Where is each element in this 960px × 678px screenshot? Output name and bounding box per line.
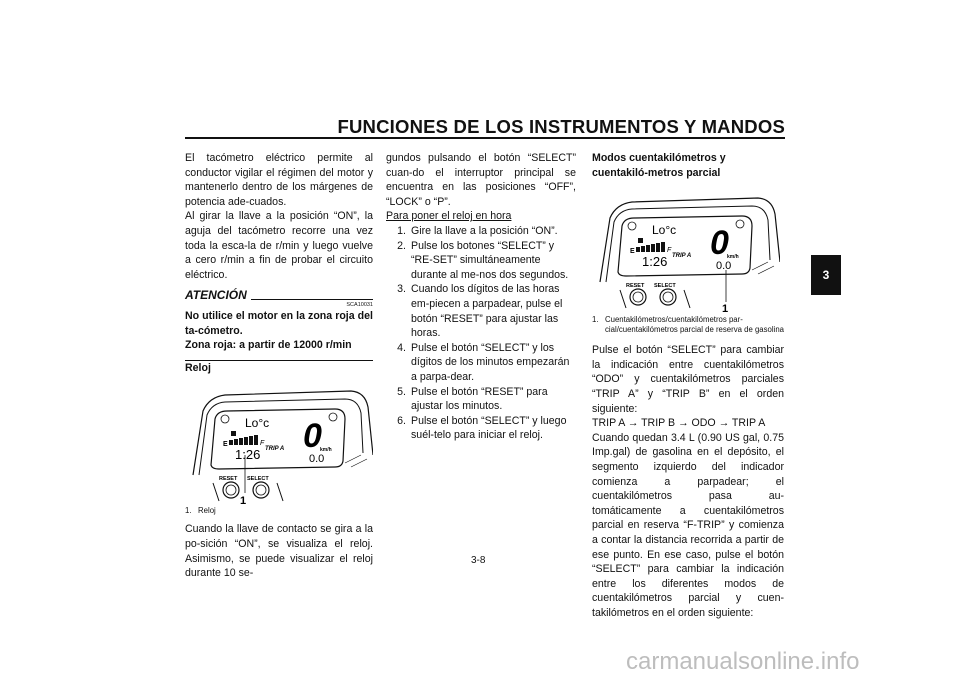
clock-time: 1:26: [235, 447, 261, 463]
kmh-label: km/h: [320, 447, 332, 454]
odometer-paragraph-2: Cuando quedan 3.4 L (0.90 US gal, 0.75 Imp.gal) de gasolina en el depósito, el segmento izquierdo del indicador comienza a parpadear; el cuentakilómetros pasa au-tomáticamente a cuentakilómetros parcial en reserva “F-TRIP” y comienza a contar la distancia recorrida a partir de ese punto. En ese caso, pulse el botón “SELECT” para cambiar la indicación entre los diferentes modos de cuentakilómetros parcial y cuen-takilómetros en el orden siguiente:: [592, 431, 784, 619]
fuel-e-label: E: [223, 441, 228, 449]
trip-label: TRIP A: [265, 446, 285, 453]
set-clock-heading: Para poner el reloj en hora: [386, 210, 512, 223]
warning-label: ATENCIÓN: [185, 288, 247, 303]
clock-paragraph: Cuando la llave de contacto se gira a la po-sición “ON”, se visualiza el reloj. Asimismo, se puede visualizar el reloj durante 10 se-: [185, 523, 373, 580]
instrument-panel-illustration-2: [592, 190, 780, 315]
caption-number: 1.: [592, 315, 599, 325]
fuel-f-label: F: [667, 247, 672, 255]
step-item: 6. Pulse el botón “SELECT” y luego suél-telo para iniciar el reloj.: [397, 414, 567, 442]
select-button-drawing: [253, 482, 269, 498]
step-item: 2. Pulse los botones “SELECT” y “RE-SET” simultáneamente durante al me-nos dos segundos.: [397, 239, 569, 281]
set-clock-steps: [386, 224, 576, 443]
kmh-label: km/h: [727, 254, 739, 261]
reset-label: RESET: [219, 476, 238, 483]
trip-label: TRIP A: [672, 253, 692, 260]
caption-text: Reloj: [198, 506, 216, 516]
tachometer-paragraph-2: Al girar la llave a la posición “ON”, la aguja del tacómetro recorre una vez toda la esca-la de r/min y luego vuelve a cero r/min a fin de probar el circuito eléctrico.: [185, 210, 373, 281]
select-button-drawing: [660, 289, 676, 305]
tachometer-paragraph-1: El tacómetro eléctrico permite al conductor vigilar el régimen del motor y mantenerlo dentro de los márgenes de potencia ade-cuados.: [185, 152, 373, 208]
caption-text: Cuentakilómetros/cuentakilómetros par-cial/cuentakilómetros parcial de reserva de gasolina: [605, 315, 784, 335]
page-number: 3-8: [471, 555, 486, 566]
clock-heading: Reloj: [185, 361, 211, 374]
page-header-title: FUNCIONES DE LOS INSTRUMENTOS Y MANDOS: [337, 116, 785, 137]
clock-figure-caption: [185, 506, 373, 516]
step-item: 5. Pulse el botón “RESET” para ajustar los minutos.: [397, 385, 548, 413]
odometer-readout: 0.0: [309, 453, 325, 466]
trip-sequence: TRIP A → TRIP B → ODO → TRIP A: [592, 417, 766, 430]
odometer-figure: [592, 190, 780, 315]
speed-digit: 0: [303, 417, 322, 456]
reset-button-drawing: [223, 482, 239, 498]
step-item: 1. Gire la llave a la posición “ON”.: [397, 224, 558, 237]
odometer-paragraph-1: Pulse el botón “SELECT” para cambiar la indicación entre cuentakilómetros “ODO” y cuentakilómetros parciales “TRIP A” y “TRIP B” en el orden siguiente:: [592, 344, 784, 415]
instrument-panel-illustration: [185, 383, 373, 506]
column-2: [386, 151, 576, 443]
step-item: 3. Cuando los dígitos de las horas em-piecen a parpadear, pulse el botón “RESET” para ajustar las horas.: [397, 283, 563, 340]
clock-time: 1:26: [642, 254, 668, 270]
select-label: SELECT: [247, 476, 269, 483]
odometer-readout: 0.0: [716, 260, 732, 273]
fuel-f-label: F: [260, 440, 265, 448]
temp-readout: Lo°c: [245, 416, 270, 431]
watermark: carmanualsonline.info: [626, 648, 860, 675]
clock-figure: [185, 383, 373, 506]
column-3: [592, 151, 784, 620]
callout-number: 1: [240, 495, 247, 507]
warning-code: SCA10031: [346, 301, 373, 308]
select-paragraph: gundos pulsando el botón “SELECT” cuan-do el interruptor principal se encuentra en las posiciones “OFF”, “LOCK” o “P”.: [386, 152, 576, 208]
fuel-e-label: E: [630, 248, 635, 256]
header-rule: [185, 137, 785, 139]
caption-number: 1.: [185, 506, 192, 516]
select-label: SELECT: [654, 283, 676, 290]
warning-rule: [251, 299, 373, 300]
reset-label: RESET: [626, 283, 645, 290]
warning-line-2: Zona roja: a partir de 12000 r/min: [185, 339, 352, 352]
step-item: 4. Pulse el botón “SELECT” y los dígitos de los minutos empezarán a parpa-dear.: [397, 341, 570, 383]
warning-line-1: No utilice el motor en la zona roja del ta-cómetro.: [185, 309, 373, 337]
odometer-modes-heading: Modos cuentakilómetros y cuentakiló-metros parcial: [592, 152, 726, 179]
chapter-tab: 3: [811, 255, 841, 295]
column-1: [185, 151, 373, 581]
temp-readout: Lo°c: [652, 223, 677, 238]
odometer-figure-caption: [592, 315, 784, 335]
reset-button-drawing: [630, 289, 646, 305]
speed-digit: 0: [710, 224, 729, 263]
callout-number: 1: [722, 303, 729, 316]
